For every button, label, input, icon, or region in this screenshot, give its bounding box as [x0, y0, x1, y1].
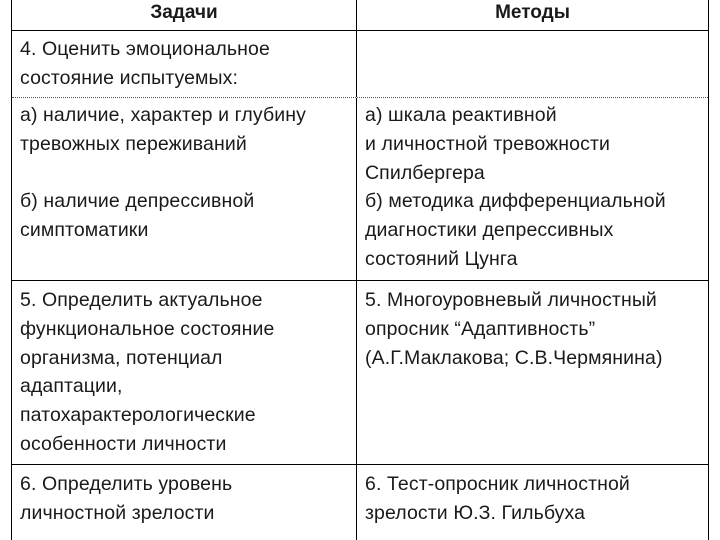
table-row — [12, 31, 708, 97]
table-row — [12, 465, 708, 540]
task-cell: 4. Оценить эмоциональное состояние испытуемых: — [20, 38, 270, 89]
table-header-row — [12, 0, 708, 30]
header-methods: Методы — [495, 2, 570, 23]
task-cell: а) наличие, характер и глубину тревожных переживаний б) наличие депрессивной симптоматики — [20, 104, 306, 242]
table-row — [12, 98, 708, 280]
header-tasks: Задачи — [150, 2, 218, 23]
methods-table — [11, 0, 709, 540]
task-cell: 5. Определить актуальное функциональное состояние организма, потенциал адаптации, патохарактерологические особенности личности — [20, 289, 275, 455]
method-cell: 5. Многоуровневый личностный опросник “Адаптивность” (А.Г.Маклакова; С.В.Чермянина) — [365, 289, 663, 369]
task-cell: 6. Определить уровень личностной зрелости — [20, 473, 233, 524]
table-row — [12, 281, 708, 464]
method-cell: 6. Тест-опросник личностной зрелости Ю.З. Гильбуха — [365, 473, 630, 524]
method-cell: а) шкала реактивной и личностной тревожности Спилбергера б) методика дифференциальной диагностики депрессивных состояний Цунга — [365, 104, 666, 270]
